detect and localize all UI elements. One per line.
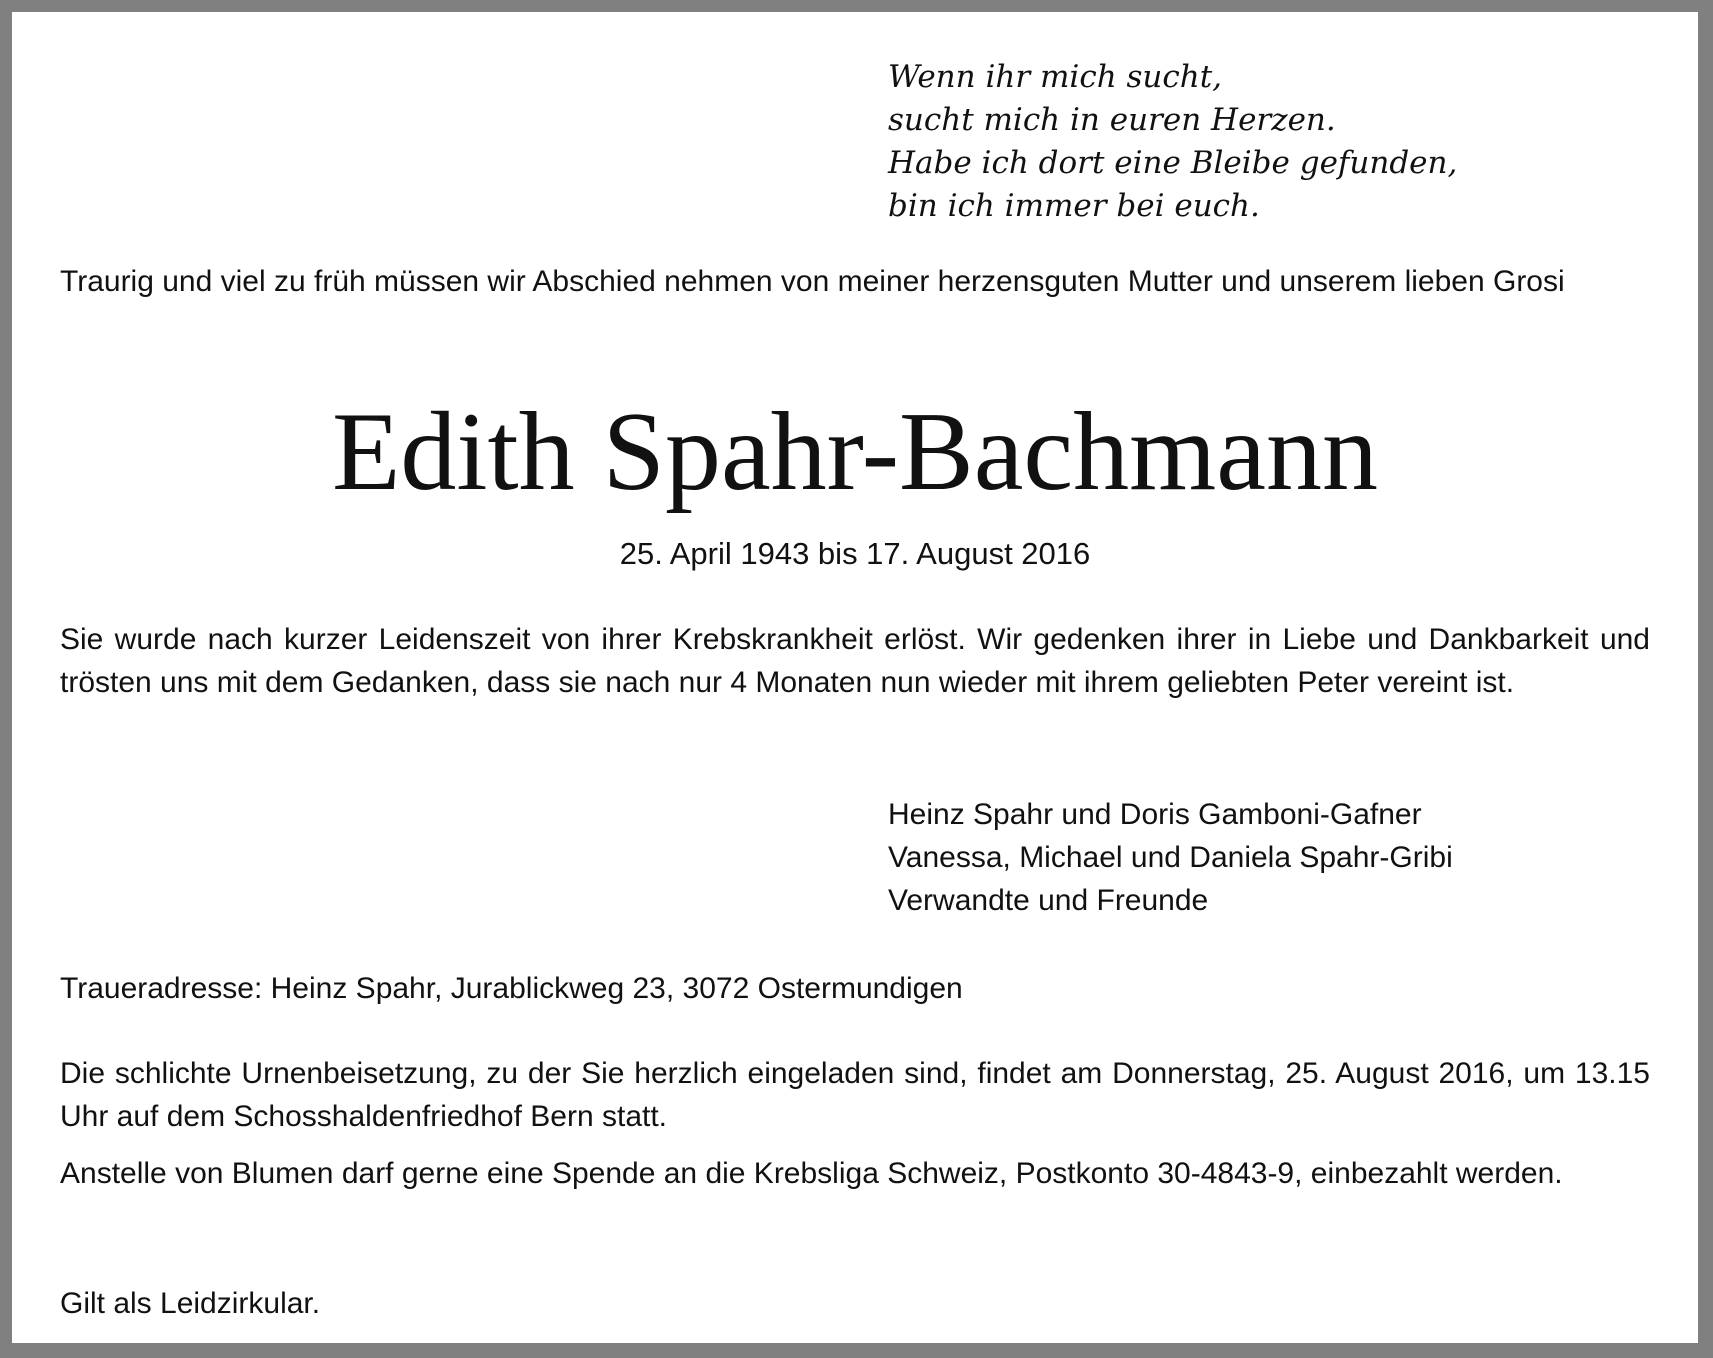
poem-line: bin ich immer bei euch. [888, 188, 1260, 224]
poem-line: sucht mich in euren Herzen. [888, 102, 1336, 138]
mourners-list [888, 793, 1453, 922]
mourning-address: Traueradresse: Heinz Spahr, Jurablickweg 23, 3072 Ostermundigen [60, 972, 963, 1005]
mourner-line: Heinz Spahr und Doris Gamboni-Gafner [888, 798, 1422, 831]
deceased-name: Edith Spahr-Bachmann [332, 390, 1378, 514]
circular-notice: Gilt als Leidzirkular. [60, 1287, 321, 1320]
mourner-line: Vanessa, Michael und Daniela Spahr-Gribi [888, 841, 1453, 874]
poem [888, 56, 1457, 228]
obituary-page [12, 12, 1698, 1343]
donation-notice: Anstelle von Blumen darf gerne eine Spende an die Krebsliga Schweiz, Postkonto 30-4843-9, einbezahlt werden. [60, 1157, 1563, 1190]
body-text: Sie wurde nach kurzer Leidenszeit von ihrer Krebskrankheit erlöst. Wir gedenken ihrer in Liebe und Dankbarkeit und trösten uns mit dem Gedanken, dass sie nach nur 4 Monaten nun wieder mit ihrem geliebten Peter vereint ist. [60, 623, 1650, 699]
life-dates: 25. April 1943 bis 17. August 2016 [619, 536, 1091, 571]
poem-line: Wenn ihr mich sucht, [888, 59, 1223, 95]
intro-text: Traurig und viel zu früh müssen wir Abschied nehmen von meiner herzensguten Mutter und unserem lieben Grosi [60, 265, 1565, 298]
funeral-notice: Die schlichte Urnenbeisetzung, zu der Sie herzlich eingeladen sind, findet am Donnerstag, 25. August 2016, um 13.15 Uhr auf dem Schosshaldenfriedhof Bern statt. [60, 1057, 1650, 1133]
mourner-line: Verwandte und Freunde [888, 884, 1209, 917]
poem-line: Habe ich dort eine Bleibe gefunden, [888, 145, 1458, 181]
